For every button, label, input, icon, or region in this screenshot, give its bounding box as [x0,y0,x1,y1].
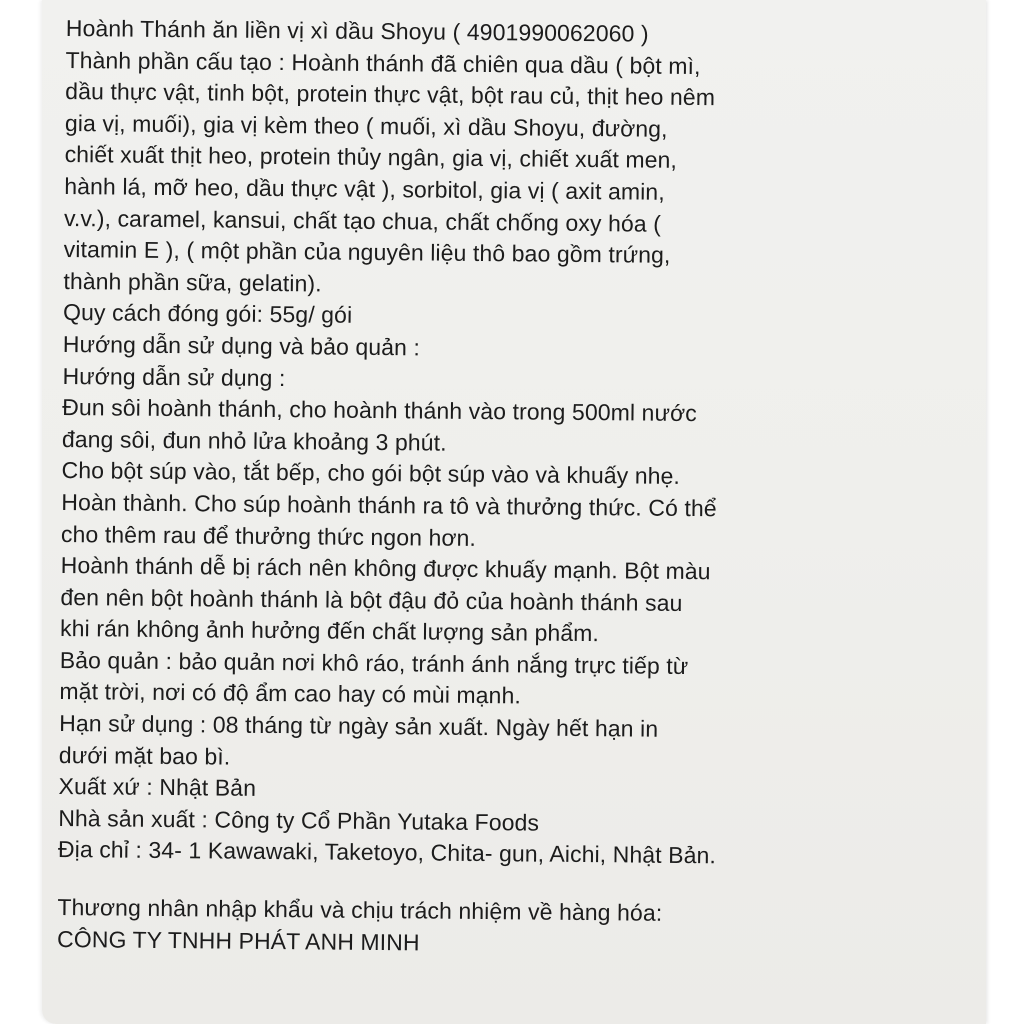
address-line: Địa chỉ : 34- 1 Kawawaki, Taketoyo, Chita- gun, Aichi, Nhật Bản. [57,836,717,869]
usage-line: cho thêm rau để thưởng thức ngon hơn. [60,520,477,551]
ingredients-line: hành lá, mỡ heo, dầu thực vật ), sorbitol, gia vị ( axit amin, [64,172,665,205]
ingredients-line: vitamin E ), ( một phần của nguyên liệu thô bao gồm trứng, [63,236,671,268]
expiry-line: dưới mặt bao bì. [58,741,231,770]
note-line: khi rán không ảnh hưởng đến chất lượng sản phẩm. [59,615,600,647]
note-line: đen nên bột hoành thánh là bột đậu đỏ của hoành thánh sau [60,583,683,616]
usage-line: Hoàn thành. Cho súp hoành thánh ra tô và thưởng thức. Có thể [61,488,717,522]
label-text-block [57,13,966,964]
ingredients-line: thành phần sữa, gelatin). [63,267,322,297]
origin-line: Xuất xứ : Nhật Bản [58,773,257,802]
expiry-line: Hạn sử dụng : 08 tháng từ ngày sản xuất. Ngày hết hạn in [59,710,659,742]
manufacturer-line: Nhà sản xuất : Công ty Cổ Phần Yutaka Foods [58,804,540,836]
ingredients-line: dầu thực vật, tinh bột, protein thực vật, bột rau củ, thịt heo nêm [65,78,716,111]
importer-company-name: CÔNG TY TNHH PHÁT ANH MINH [56,925,420,956]
storage-line: Bảo quản : bảo quản nơi khô ráo, tránh ánh nắng trực tiếp từ [59,646,689,679]
product-title: Hoành Thánh ăn liền vị xì dầu Shoyu ( 4901990062060 ) [65,14,649,47]
usage-line: Cho bột súp vào, tắt bếp, cho gói bột súp vào và khuấy nhẹ. [61,457,681,490]
usage-storage-heading: Hướng dẫn sử dụng và bảo quản : [62,330,421,361]
usage-heading: Hướng dẫn sử dụng : [62,362,286,391]
usage-line: đang sôi, đun nhỏ lửa khoảng 3 phút. [61,425,447,456]
ingredients-line: gia vị, muối), gia vị kèm theo ( muối, xì dầu Shoyu, đường, [64,109,668,142]
note-line: Hoành thánh dễ bị rách nên không được khuấy mạnh. Bột màu [60,552,711,585]
importer-heading: Thương nhân nhập khẩu và chịu trách nhiệm về hàng hóa: [57,893,663,926]
storage-line: mặt trời, nơi có độ ẩm cao hay có mùi mạnh. [59,678,522,709]
ingredients-line: v.v.), caramel, kansui, chất tạo chua, chất chống oxy hóa ( [63,204,662,237]
ingredients-line: chiết xuất thịt heo, protein thủy ngân, gia vị, chiết xuất men, [64,141,678,174]
ingredients-line: Thành phần cấu tạo : Hoành thánh đã chiên qua dầu ( bột mì, [65,46,701,79]
package-size-line: Quy cách đóng gói: 55g/ gói [63,299,353,329]
usage-line: Đun sôi hoành thánh, cho hoành thánh vào trong 500ml nước [62,394,697,427]
